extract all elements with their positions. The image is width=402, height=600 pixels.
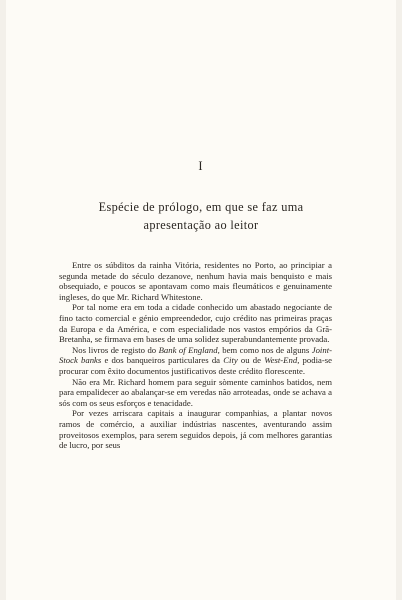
chapter-title-line-2: apresentação ao leitor xyxy=(143,218,259,232)
joint-stock-banks-italic: Joint-Stock banks xyxy=(59,344,332,366)
chapter-number: I xyxy=(198,159,204,173)
paragraph-3 xyxy=(59,345,332,377)
paragraph-4: Não era Mr. Richard homem para seguir sòmente caminhos batidos, nem para empalidecer ao abalançar-se em veredas não arroteadas, onde se achava a sós com os seus esforços e tenacidade. xyxy=(59,376,332,408)
west-end-italic: West-End xyxy=(264,355,298,366)
bank-of-england-italic: Bank of England xyxy=(158,344,218,355)
paragraph-3-text: e dos banqueiros particulares da xyxy=(101,355,224,366)
paragraph-1: Entre os súbditos da rainha Vitória, residentes no Porto, ao principiar a segunda metade do século dezanove, nenhum havia mais benquisto e mais obsequiado, e poucos se apontavam como mais fleumáticos e genuinamente ingleses, do que Mr. Richard Whitestone. xyxy=(59,260,332,302)
paragraph-3-text: Nos livros de registo do xyxy=(72,344,159,355)
paragraph-2: Por tal nome era em toda a cidade conhecido um abastado negociante de fino tacto comercial e génio empreendedor, cujo crédito nas primeiras praças da Europa e da América, e com especialidade nos vastos empórios da Grã-Bretanha, se firmava em bases de uma solidez superabundantemente provada. xyxy=(59,302,332,345)
paragraph-3-text: , bem como nos de alguns xyxy=(217,344,312,355)
city-italic: City xyxy=(223,355,238,366)
chapter-title-line-1: Espécie de prólogo, em que se faz uma xyxy=(98,200,304,214)
chapter-title xyxy=(40,198,362,234)
body-text xyxy=(59,260,332,451)
paragraph-3-text: ou de xyxy=(237,355,265,366)
paragraph-3-text: , podia-se procurar com êxito documentos justificativos deste crédito florescente. xyxy=(59,355,332,376)
paragraph-5: Por vezes arriscara capitais a inaugurar companhias, a plantar novos ramos de comércio, a auxiliar indústrias nascentes, aventurando assim proveitosos exemplos, para serem seguidos depois, já com melhores garantias de lucro, por seus xyxy=(59,408,332,451)
